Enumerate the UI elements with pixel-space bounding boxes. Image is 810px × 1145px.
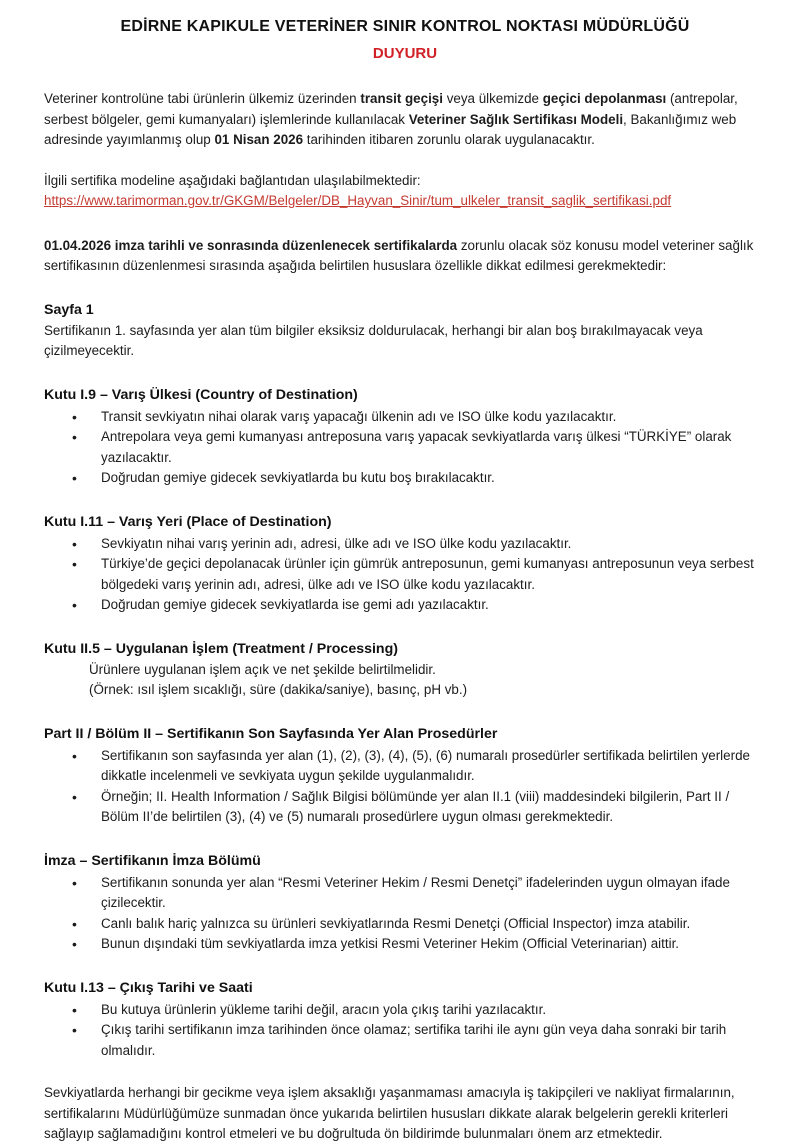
- closing-paragraph: Sevkiyatlarda herhangi bir gecikme veya işlem aksaklığı yaşanmaması amacıyla iş takipçileri ve nakliyat firmalarının, sertifikalarını Müdürlüğümüze sunmadan önce yukarıda belirtilen hususları dikkate alarak belgelerin gerekli kriterleri sağlayıp sağlamadığını kontrol etmeleri ve bu doğrultuda ön bildirimde bulunmaları önem arz etmektedir.: [44, 1085, 735, 1141]
- list-item: • Örneğin; II. Health Information / Sağlık Bilgisi bölümünde yer alan II.1 (viii) maddesindeki bilgilerin, Part II / Bölüm II’de belirtilen (3), (4) ve (5) numaralı prosedürlere uygun olması gerekmektedir.: [44, 787, 766, 828]
- bullet-list: [44, 534, 766, 616]
- list-item: • Bunun dışındaki tüm sevkiyatlarda imza yetkisi Resmi Veteriner Hekim (Official Veterinarian) aittir.: [44, 934, 766, 955]
- notice-rest: zorunlu olacak söz konusu model veteriner sağlık sertifikasının düzenlenmesi sırasında aşağıda belirtilen hususlara özellikle dikkat edilmesi gerekmektedir:: [44, 237, 754, 273]
- list-item: • Bu kutuya ürünlerin yükleme tarihi değil, aracın yola çıkış tarihi yazılacaktır.: [44, 1000, 766, 1021]
- intro-text: , Bakanlığımız web adresinde yayımlanmış olup: [44, 111, 737, 147]
- notice-bold-lead: 01.04.2026 imza tarihli ve sonrasında düzenlenecek sertifikalarda: [44, 237, 458, 253]
- list-item: • Antrepolara veya gemi kumanyası antreposuna varış yapacak sevkiyatlarda varış ülkesi “TÜRKİYE” olarak yazılacaktır.: [44, 427, 766, 468]
- link-line: [44, 191, 766, 212]
- section-heading: Part II / Bölüm II – Sertifikanın Son Sayfasında Yer Alan Prosedürler: [44, 725, 498, 742]
- document-title: EDİRNE KAPIKULE VETERİNER SINIR KONTROL NOKTASI MÜDÜRLÜĞÜ: [120, 18, 690, 35]
- section-heading: Sayfa 1: [44, 301, 94, 318]
- section-imza: [44, 851, 766, 955]
- section-heading: Kutu I.13 – Çıkış Tarihi ve Saati: [44, 979, 253, 996]
- intro-text: (antrepolar, serbest bölgeler, gemi kumanyaları) işlemlerinde kullanılacak: [44, 91, 738, 127]
- intro-bold-depolanma: geçici depolanması: [542, 91, 667, 106]
- certificate-pdf-link[interactable]: https://www.tarimorman.gov.tr/GKGM/Belgeler/DB_Hayvan_Sinir/tum_ulkeler_transit_saglik_sertifikasi.pdf: [44, 193, 672, 208]
- section-kutu-i11: [44, 512, 766, 616]
- list-item: • Canlı balık hariç yalnızca su ürünleri sevkiyatlarında Resmi Denetçi (Official Inspector) imza atabilir.: [44, 914, 766, 935]
- bullet-list: [44, 1000, 766, 1062]
- section-heading: Kutu II.5 – Uygulanan İşlem (Treatment / Processing): [44, 640, 398, 657]
- section-kutu-i9: [44, 385, 766, 489]
- intro-text: tarihinden itibaren zorunlu olarak uygulanacaktır.: [303, 132, 595, 147]
- list-item: • Sevkiyatın nihai varış yerinin adı, adresi, ülke adı ve ISO ülke kodu yazılacaktır.: [44, 534, 766, 555]
- section-part-ii: [44, 724, 766, 828]
- intro-text: veya ülkemizde: [442, 91, 543, 106]
- intro-bold-date: 01 Nisan 2026: [214, 132, 304, 147]
- indented-line: Ürünlere uygulanan işlem açık ve net şekilde belirtilmelidir.: [89, 661, 436, 677]
- intro-paragraph: [44, 89, 766, 151]
- section-paragraph: Sertifikanın 1. sayfasında yer alan tüm bilgiler eksiksiz doldurulacak, herhangi bir alan boş bırakılmayacak veya çizilmeyecektir.: [44, 322, 703, 358]
- list-item: • Sertifikanın sonunda yer alan “Resmi Veteriner Hekim / Resmi Denetçi” ifadelerinden uygun olmayan ifade çizilecektir.: [44, 873, 766, 914]
- list-item: • Doğrudan gemiye gidecek sevkiyatlarda bu kutu boş bırakılacaktır.: [44, 468, 766, 489]
- list-item: • Transit sevkiyatın nihai olarak varış yapacağı ülkenin adı ve ISO ülke kodu yazılacaktır.: [44, 407, 766, 428]
- bullet-list: [44, 746, 766, 828]
- section-kutu-ii5: [44, 639, 766, 701]
- intro-bold-transit: transit geçişi: [360, 91, 443, 106]
- section-heading: İmza – Sertifikanın İmza Bölümü: [44, 852, 261, 869]
- intro-bold-model: Veteriner Sağlık Sertifikası Modeli: [408, 111, 624, 127]
- link-lead: İlgili sertifika modeline aşağıdaki bağlantıdan ulaşılabilmektedir:: [44, 172, 421, 188]
- indented-lines: [44, 660, 766, 701]
- section-sayfa-1: [44, 300, 766, 362]
- document-subtitle: DUYURU: [372, 45, 438, 62]
- section-heading: Kutu I.11 – Varış Yeri (Place of Destination): [44, 513, 332, 530]
- list-item: • Doğrudan gemiye gidecek sevkiyatlarda ise gemi adı yazılacaktır.: [44, 595, 766, 616]
- notice-paragraph: [44, 236, 766, 277]
- bullet-list: [44, 873, 766, 955]
- bullet-list: [44, 407, 766, 489]
- list-item: • Türkiye’de geçici depolanacak ürünler için gümrük antreposunun, gemi kumanyası antreposunun veya serbest bölgedeki varış yerinin adı, adresi, ülke adı ve ISO ülke kodu yazılacaktır.: [44, 554, 766, 595]
- indented-line: (Örnek: ısıl işlem sıcaklığı, süre (dakika/saniye), basınç, pH vb.): [89, 682, 468, 697]
- list-item: • Sertifikanın son sayfasında yer alan (1), (2), (3), (4), (5), (6) numaralı prosedürler sertifikada belirtilen yerlerde dikkatle incelenmeli ve sevkiyata uygun şekilde uygulanmalıdır.: [44, 746, 766, 787]
- list-item: • Çıkış tarihi sertifikanın imza tarihinden önce olamaz; sertifika tarihi ile aynı gün veya daha sonraki bir tarih olmalıdır.: [44, 1020, 766, 1061]
- section-heading: Kutu I.9 – Varış Ülkesi (Country of Destination): [44, 386, 358, 403]
- intro-text: Veteriner kontrolüne tabi ürünlerin ülkemiz üzerinden: [44, 91, 361, 106]
- section-kutu-i13: [44, 978, 766, 1062]
